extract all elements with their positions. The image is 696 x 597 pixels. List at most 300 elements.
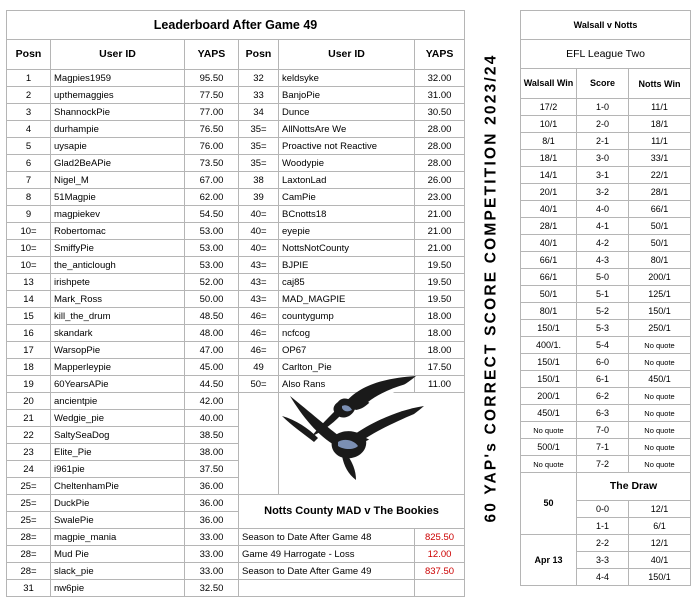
rank-cell: 24 [7,461,51,478]
rank-cell: 14 [7,291,51,308]
yaps-cell: 77.00 [185,104,239,121]
table-row [7,529,465,546]
user-cell: Mud Pie [51,546,185,563]
header-away-win: Notts Win [629,69,691,99]
user-cell: ncfcog [279,325,415,342]
magpie-tail-main [342,456,356,480]
yaps-cell: 38.50 [185,427,239,444]
table-row [7,580,465,597]
score-cell: 5-0 [577,269,629,286]
away-odds-cell: 33/1 [629,150,691,167]
rank-cell: 13 [7,274,51,291]
header-yaps: YAPS [415,40,465,70]
yaps-cell: 76.50 [185,121,239,138]
home-odds-cell: 400/1. [521,337,577,354]
rank-cell: 7 [7,172,51,189]
user-cell: Proactive not Reactive [279,138,415,155]
table-row [521,167,691,184]
table-row [521,456,691,473]
yaps-cell: 95.50 [185,70,239,87]
leaderboard-table [6,10,465,597]
rank-cell: 46= [239,325,279,342]
yaps-cell: 33.00 [185,563,239,580]
score-cell: 4-1 [577,218,629,235]
yaps-cell: 31.00 [415,87,465,104]
yaps-cell: 21.00 [415,223,465,240]
bookies-title: Notts County MAD v The Bookies [239,495,465,529]
rank-cell: 40= [239,240,279,257]
home-odds-cell: 150/1 [521,320,577,337]
home-odds-cell: 50/1 [521,286,577,303]
table-row [521,371,691,388]
odds-table [520,10,691,586]
yaps-cell: 26.00 [415,172,465,189]
user-cell: SmiffyPie [51,240,185,257]
home-odds-cell: 40/1 [521,201,577,218]
home-odds-cell: 10/1 [521,116,577,133]
league-name: EFL League Two [521,40,691,69]
bookies-label: Season to Date After Game 49 [239,563,415,580]
draw-odds-cell: 40/1 [629,552,691,569]
yaps-cell: 11.00 [415,376,465,393]
rank-cell: 10= [7,240,51,257]
leaderboard-title: Leaderboard After Game 49 [7,11,465,40]
table-row [7,291,465,308]
table-row [521,116,691,133]
user-cell: Magpies1959 [51,70,185,87]
home-odds-cell: No quote [521,422,577,439]
table-row [7,172,465,189]
bookies-value [415,580,465,597]
rank-cell: 46= [239,308,279,325]
table-row [521,286,691,303]
rank-cell: 28= [7,563,51,580]
table-row [7,325,465,342]
yaps-cell: 40.00 [185,410,239,427]
score-cell: 1-0 [577,99,629,116]
yaps-cell: 42.00 [185,393,239,410]
score-cell: 6-3 [577,405,629,422]
table-row [521,320,691,337]
rank-cell: 17 [7,342,51,359]
table-row [521,388,691,405]
table-row [7,70,465,87]
header-home-win: Walsall Win [521,69,577,99]
table-row [7,546,465,563]
rank-cell: 25= [7,478,51,495]
home-odds-cell: 500/1 [521,439,577,456]
score-cell: 5-2 [577,303,629,320]
user-cell: Dunce [279,104,415,121]
yaps-cell: 54.50 [185,206,239,223]
yaps-cell: 47.00 [185,342,239,359]
user-cell: nw6pie [51,580,185,597]
away-odds-cell: 50/1 [629,235,691,252]
rank-cell: 38 [239,172,279,189]
away-odds-cell: 250/1 [629,320,691,337]
yaps-cell: 52.00 [185,274,239,291]
yaps-cell: 45.00 [185,359,239,376]
table-row [521,201,691,218]
user-cell: caj85 [279,274,415,291]
user-cell: irishpete [51,274,185,291]
user-cell: WarsopPie [51,342,185,359]
yaps-cell: 18.00 [415,342,465,359]
user-cell: Also Rans [279,376,415,393]
rank-cell: 10= [7,223,51,240]
away-odds-cell: No quote [629,337,691,354]
user-cell: CheltenhamPie [51,478,185,495]
user-cell: NottsNotCounty [279,240,415,257]
yaps-cell: 21.00 [415,206,465,223]
yaps-cell: 67.00 [185,172,239,189]
score-cell: 6-0 [577,354,629,371]
away-odds-cell: 200/1 [629,269,691,286]
draw-score-cell: 2-2 [577,535,629,552]
user-cell: BJPIE [279,257,415,274]
away-odds-cell: 150/1 [629,303,691,320]
yaps-cell: 32.50 [185,580,239,597]
user-cell: 51Magpie [51,189,185,206]
away-odds-cell: 11/1 [629,133,691,150]
user-cell: BanjoPie [279,87,415,104]
table-row [7,308,465,325]
rank-cell: 1 [7,70,51,87]
yaps-cell: 37.50 [185,461,239,478]
home-odds-cell: 150/1 [521,354,577,371]
user-cell: magpie_mania [51,529,185,546]
draw-odds-cell: 12/1 [629,535,691,552]
away-odds-cell: 22/1 [629,167,691,184]
user-cell: Wedgie_pie [51,410,185,427]
yaps-cell: 32.00 [415,70,465,87]
score-cell: 6-1 [577,371,629,388]
score-cell: 5-1 [577,286,629,303]
user-cell: DuckPie [51,495,185,512]
table-row [7,495,465,512]
away-odds-cell: No quote [629,422,691,439]
user-cell: uysapie [51,138,185,155]
table-row [521,405,691,422]
away-odds-cell: 66/1 [629,201,691,218]
away-odds-cell: 50/1 [629,218,691,235]
home-odds-cell: 150/1 [521,371,577,388]
table-row [521,252,691,269]
rank-cell: 39 [239,189,279,206]
table-row [521,133,691,150]
away-odds-cell: No quote [629,354,691,371]
yaps-cell: 19.50 [415,274,465,291]
yaps-cell: 77.50 [185,87,239,104]
score-cell: 5-4 [577,337,629,354]
rank-cell: 50= [239,376,279,393]
rank-cell: 8 [7,189,51,206]
user-cell: skandark [51,325,185,342]
rank-cell: 5 [7,138,51,155]
user-cell: ShannockPie [51,104,185,121]
yaps-cell: 17.50 [415,359,465,376]
draw-odds-cell: 6/1 [629,518,691,535]
home-odds-cell: 18/1 [521,150,577,167]
home-odds-cell: 14/1 [521,167,577,184]
user-cell: Elite_Pie [51,444,185,461]
bookies-label: Season to Date After Game 48 [239,529,415,546]
yaps-cell: 21.00 [415,240,465,257]
rank-cell: 43= [239,291,279,308]
home-odds-cell: 28/1 [521,218,577,235]
score-cell: 6-2 [577,388,629,405]
draw-score-cell: 4-4 [577,569,629,586]
table-row [521,235,691,252]
table-row [521,422,691,439]
table-row [521,218,691,235]
home-odds-cell: 66/1 [521,252,577,269]
user-cell: SwalePie [51,512,185,529]
home-odds-cell: 8/1 [521,133,577,150]
home-odds-cell: 17/2 [521,99,577,116]
table-row [521,354,691,371]
rank-cell: 2 [7,87,51,104]
table-row [7,342,465,359]
bookies-label [239,580,415,597]
table-row [521,150,691,167]
yaps-cell: 62.00 [185,189,239,206]
score-cell: 7-2 [577,456,629,473]
bookies-label: Game 49 Harrogate - Loss [239,546,415,563]
rank-cell: 4 [7,121,51,138]
home-odds-cell: 80/1 [521,303,577,320]
rank-cell: 49 [239,359,279,376]
table-row [7,563,465,580]
bookies-value: 837.50 [415,563,465,580]
away-odds-cell: No quote [629,405,691,422]
score-cell: 4-2 [577,235,629,252]
table-row [521,473,691,501]
away-odds-cell: No quote [629,439,691,456]
competition-title: 60 YAP's CORRECT SCORE COMPETITION 2023/24 [483,53,501,523]
table-row [521,269,691,286]
home-odds-cell: No quote [521,456,577,473]
user-cell: magpiekev [51,206,185,223]
empty-cell [239,393,279,495]
table-row [7,138,465,155]
yaps-cell: 53.00 [185,257,239,274]
table-row [7,189,465,206]
table-row [7,155,465,172]
draw-title: The Draw [577,473,691,501]
yaps-cell: 53.00 [185,223,239,240]
score-cell: 2-1 [577,133,629,150]
score-cell: 3-0 [577,150,629,167]
home-odds-cell: 66/1 [521,269,577,286]
draw-score-cell: 3-3 [577,552,629,569]
away-odds-cell: 11/1 [629,99,691,116]
rank-cell: 31 [7,580,51,597]
table-row [7,274,465,291]
yaps-cell: 76.00 [185,138,239,155]
rank-cell: 40= [239,223,279,240]
header-user: User ID [51,40,185,70]
user-cell: Robertomac [51,223,185,240]
yaps-cell: 36.00 [185,495,239,512]
rank-cell: 35= [239,138,279,155]
header-posn: Posn [7,40,51,70]
rank-cell: 6 [7,155,51,172]
rank-cell: 20 [7,393,51,410]
rank-cell: 3 [7,104,51,121]
score-cell: 4-3 [577,252,629,269]
home-odds-cell: 20/1 [521,184,577,201]
rank-cell: 35= [239,155,279,172]
away-odds-cell: 450/1 [629,371,691,388]
table-row [7,104,465,121]
game-number: 50 [521,473,577,535]
rank-cell: 46= [239,342,279,359]
user-cell: kill_the_drum [51,308,185,325]
rank-cell: 32 [239,70,279,87]
user-cell: Carlton_Pie [279,359,415,376]
user-cell: LaxtonLad [279,172,415,189]
user-cell: eyepie [279,223,415,240]
user-cell: Woodypie [279,155,415,172]
away-odds-cell: 28/1 [629,184,691,201]
rank-cell: 40= [239,206,279,223]
away-odds-cell: 18/1 [629,116,691,133]
user-cell: keldsyke [279,70,415,87]
score-cell: 7-1 [577,439,629,456]
yaps-cell: 28.00 [415,155,465,172]
user-cell: Nigel_M [51,172,185,189]
magpie-logo [282,376,426,480]
away-odds-cell: No quote [629,456,691,473]
user-cell: Glad2BeAPie [51,155,185,172]
rank-cell: 28= [7,529,51,546]
draw-odds-cell: 12/1 [629,501,691,518]
user-cell: countygump [279,308,415,325]
home-odds-cell: 200/1 [521,388,577,405]
yaps-cell: 23.00 [415,189,465,206]
yaps-cell: 48.50 [185,308,239,325]
header-posn: Posn [239,40,279,70]
home-odds-cell: 450/1 [521,405,577,422]
table-row [7,121,465,138]
rank-cell: 15 [7,308,51,325]
rank-cell: 19 [7,376,51,393]
yaps-cell: 30.50 [415,104,465,121]
table-row [521,439,691,456]
rank-cell: 43= [239,274,279,291]
yaps-cell: 33.00 [185,529,239,546]
rank-cell: 28= [7,546,51,563]
draw-score-cell: 1-1 [577,518,629,535]
yaps-cell: 18.00 [415,308,465,325]
yaps-cell: 44.50 [185,376,239,393]
home-odds-cell: 40/1 [521,235,577,252]
away-odds-cell: No quote [629,388,691,405]
table-row [7,240,465,257]
table-row [7,223,465,240]
rank-cell: 35= [239,121,279,138]
yaps-cell: 36.00 [185,512,239,529]
header-user: User ID [279,40,415,70]
table-row [7,359,465,376]
yaps-cell: 28.00 [415,138,465,155]
rank-cell: 10= [7,257,51,274]
user-cell: AllNottsAre We [279,121,415,138]
away-odds-cell: 80/1 [629,252,691,269]
rank-cell: 25= [7,495,51,512]
user-cell: 60YearsAPie [51,376,185,393]
match-date: Apr 13 [521,535,577,586]
user-cell: BCnotts18 [279,206,415,223]
user-cell: Mark_Ross [51,291,185,308]
user-cell: the_anticlough [51,257,185,274]
table-row [521,99,691,116]
draw-score-cell: 0-0 [577,501,629,518]
user-cell: upthemaggies [51,87,185,104]
away-odds-cell: 125/1 [629,286,691,303]
user-cell: slack_pie [51,563,185,580]
table-row [521,303,691,320]
table-row [521,337,691,354]
table-row [7,206,465,223]
user-cell: MAD_MAGPIE [279,291,415,308]
rank-cell: 33 [239,87,279,104]
rank-cell: 9 [7,206,51,223]
yaps-cell: 50.00 [185,291,239,308]
rank-cell: 23 [7,444,51,461]
header-yaps: YAPS [185,40,239,70]
score-cell: 3-2 [577,184,629,201]
table-row [7,87,465,104]
rank-cell: 43= [239,257,279,274]
yaps-cell: 33.00 [185,546,239,563]
header-score: Score [577,69,629,99]
user-cell: SaltySeaDog [51,427,185,444]
user-cell: OP67 [279,342,415,359]
bookies-value: 12.00 [415,546,465,563]
yaps-cell: 18.00 [415,325,465,342]
table-row [521,184,691,201]
user-cell: i961pie [51,461,185,478]
yaps-cell: 28.00 [415,121,465,138]
rank-cell: 25= [7,512,51,529]
user-cell: CamPie [279,189,415,206]
rank-cell: 22 [7,427,51,444]
bookies-value: 825.50 [415,529,465,546]
yaps-cell: 19.50 [415,291,465,308]
table-row [7,257,465,274]
rank-cell: 16 [7,325,51,342]
score-cell: 2-0 [577,116,629,133]
yaps-cell: 19.50 [415,257,465,274]
yaps-cell: 36.00 [185,478,239,495]
score-cell: 4-0 [577,201,629,218]
rank-cell: 34 [239,104,279,121]
user-cell: Mapperleypie [51,359,185,376]
rank-cell: 21 [7,410,51,427]
user-cell: ancientpie [51,393,185,410]
score-cell: 3-1 [577,167,629,184]
yaps-cell: 48.00 [185,325,239,342]
table-row [521,535,691,552]
yaps-cell: 73.50 [185,155,239,172]
rank-cell: 18 [7,359,51,376]
draw-odds-cell: 150/1 [629,569,691,586]
score-cell: 7-0 [577,422,629,439]
user-cell: durhampie [51,121,185,138]
yaps-cell: 38.00 [185,444,239,461]
